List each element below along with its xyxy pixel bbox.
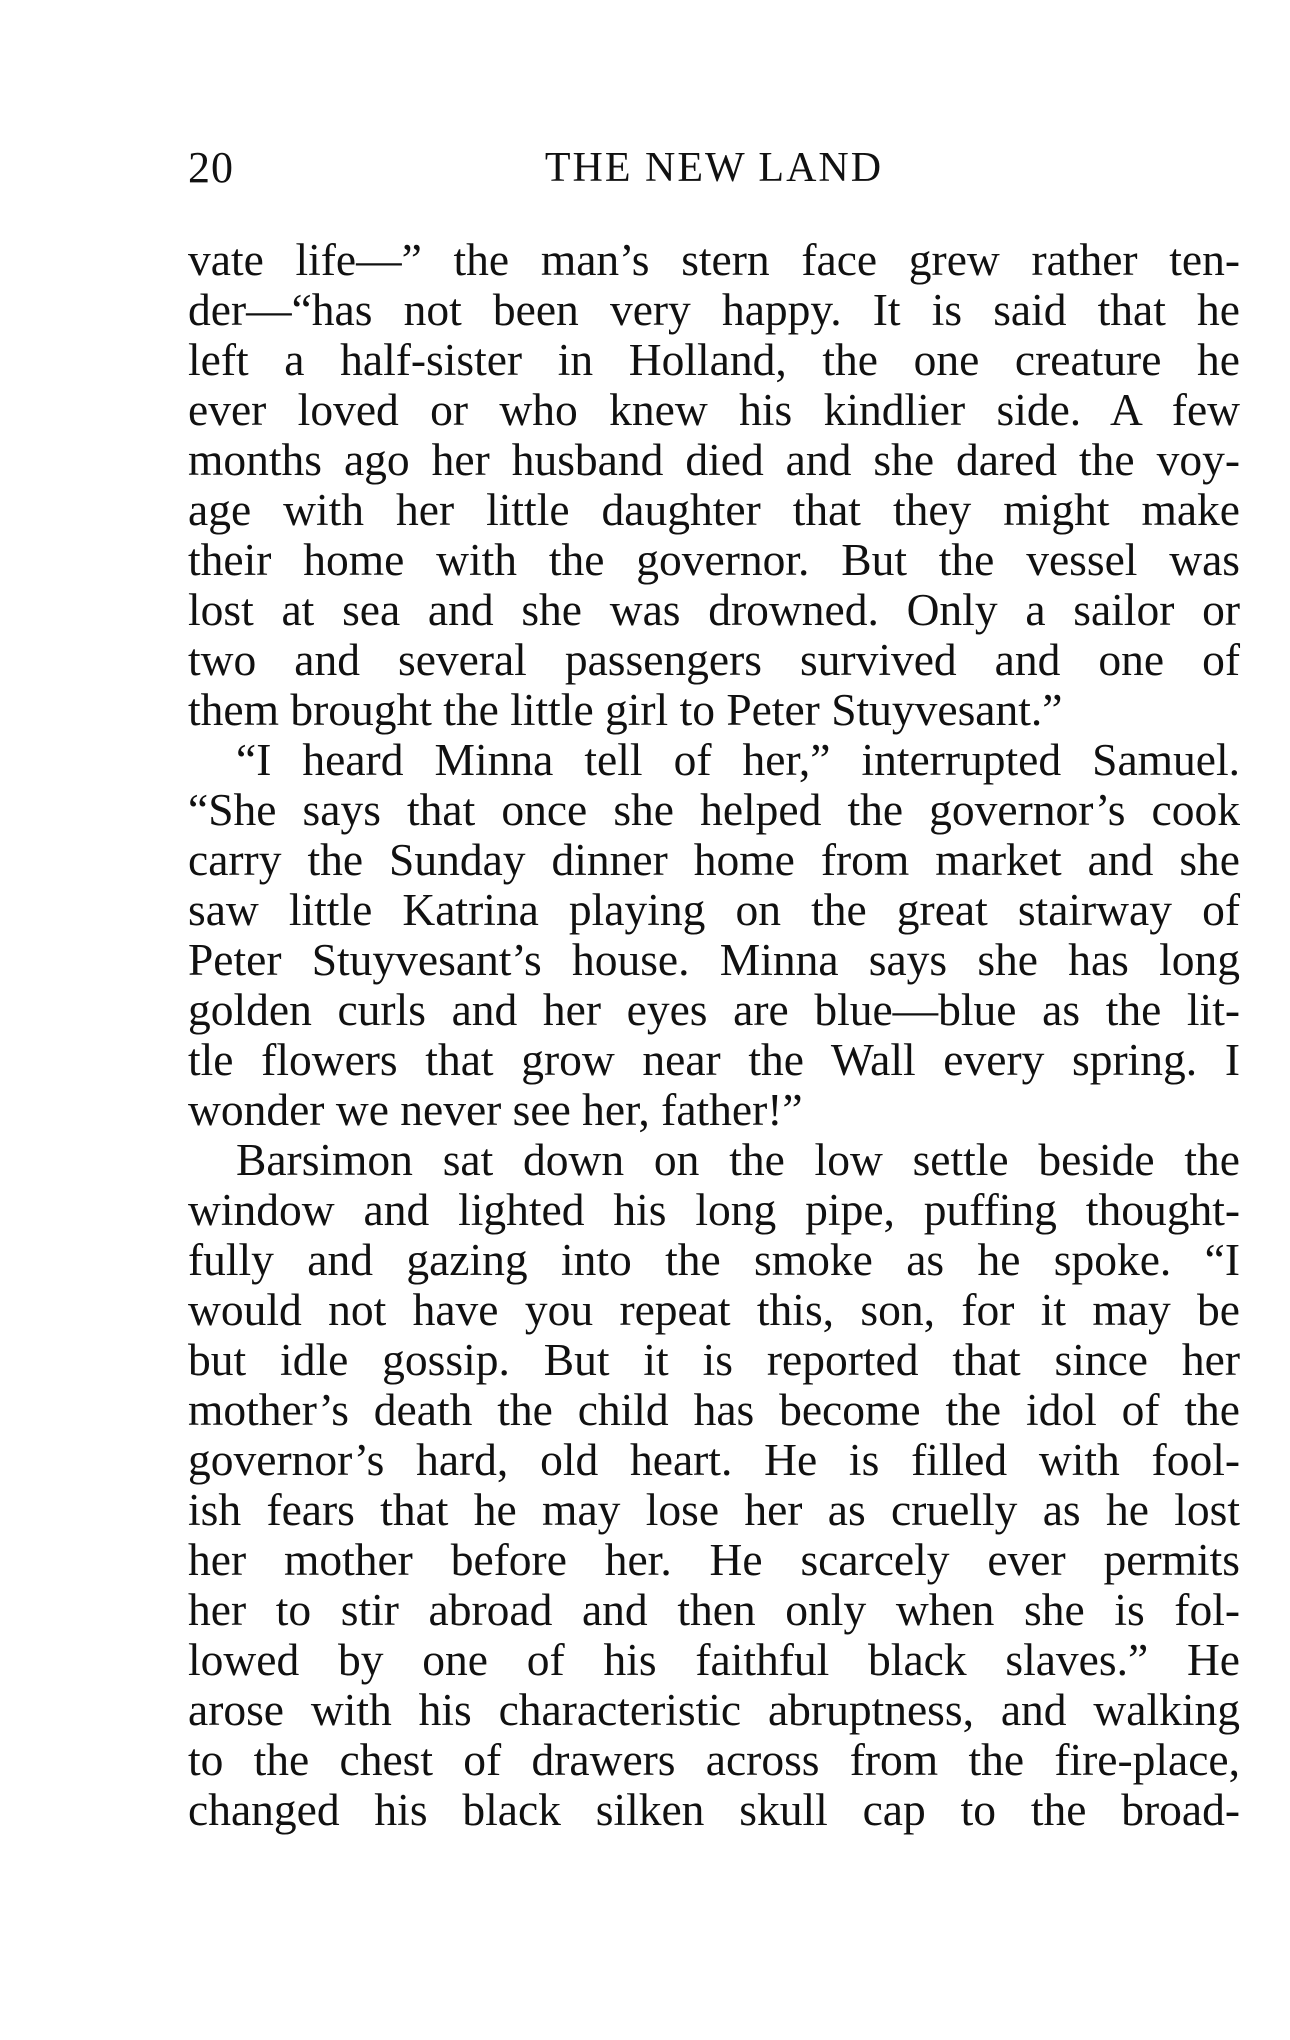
text-line: her mother before her. He scarcely ever permits xyxy=(188,1534,1240,1585)
text-line: ish fears that he may lose her as cruelly as he lost xyxy=(188,1484,1240,1535)
running-title: THE NEW LAND xyxy=(544,145,884,191)
text-line: wonder we never see her, father!” xyxy=(188,1084,803,1135)
text-line: window and lighted his long pipe, puffing thought- xyxy=(188,1184,1240,1235)
text-line: them brought the little girl to Peter Stuyvesant.” xyxy=(188,684,1063,735)
text-line: left a half-sister in Holland, the one creature he xyxy=(188,334,1240,385)
text-line: mother’s death the child has become the idol of the xyxy=(188,1384,1240,1435)
text-line: her to stir abroad and then only when she is fol- xyxy=(188,1584,1240,1635)
text-line: governor’s hard, old heart. He is filled with fool- xyxy=(188,1434,1240,1485)
text-line: vate life—” the man’s stern face grew rather ten- xyxy=(188,234,1240,285)
text-line: would not have you repeat this, son, for it may be xyxy=(188,1284,1240,1335)
text-line: ever loved or who knew his kindlier side. A few xyxy=(188,384,1240,435)
text-line: lost at sea and she was drowned. Only a sailor or xyxy=(188,584,1240,635)
body-text xyxy=(188,235,1240,1835)
text-line: golden curls and her eyes are blue—blue as the lit- xyxy=(188,984,1240,1035)
text-line: two and several passengers survived and one of xyxy=(188,634,1240,685)
text-line: Peter Stuyvesant’s house. Minna says she has long xyxy=(188,934,1240,985)
text-line: saw little Katrina playing on the great stairway of xyxy=(188,884,1240,935)
text-line: arose with his characteristic abruptness, and walking xyxy=(188,1684,1240,1735)
text-line: age with her little daughter that they might make xyxy=(188,484,1240,535)
text-line: lowed by one of his faithful black slaves.” He xyxy=(188,1634,1240,1685)
text-line: their home with the governor. But the vessel was xyxy=(188,534,1240,585)
text-line: carry the Sunday dinner home from market and she xyxy=(188,834,1240,885)
text-line: fully and gazing into the smoke as he spoke. “I xyxy=(188,1234,1240,1285)
text-line: changed his black silken skull cap to the broad- xyxy=(188,1784,1240,1835)
text-line: Barsimon sat down on the low settle beside the xyxy=(236,1134,1240,1185)
text-line: “I heard Minna tell of her,” interrupted Samuel. xyxy=(236,734,1240,785)
page-header xyxy=(188,138,1240,198)
page-number: 20 xyxy=(188,143,234,192)
text-line: der—“has not been very happy. It is said that he xyxy=(188,284,1240,335)
text-line: tle flowers that grow near the Wall every spring. I xyxy=(188,1034,1240,1085)
text-line: months ago her husband died and she dared the voy- xyxy=(188,434,1240,485)
text-line: to the chest of drawers across from the fire-place, xyxy=(188,1734,1240,1785)
text-line: “She says that once she helped the governor’s cook xyxy=(188,784,1240,835)
text-line: but idle gossip. But it is reported that since her xyxy=(188,1334,1240,1385)
